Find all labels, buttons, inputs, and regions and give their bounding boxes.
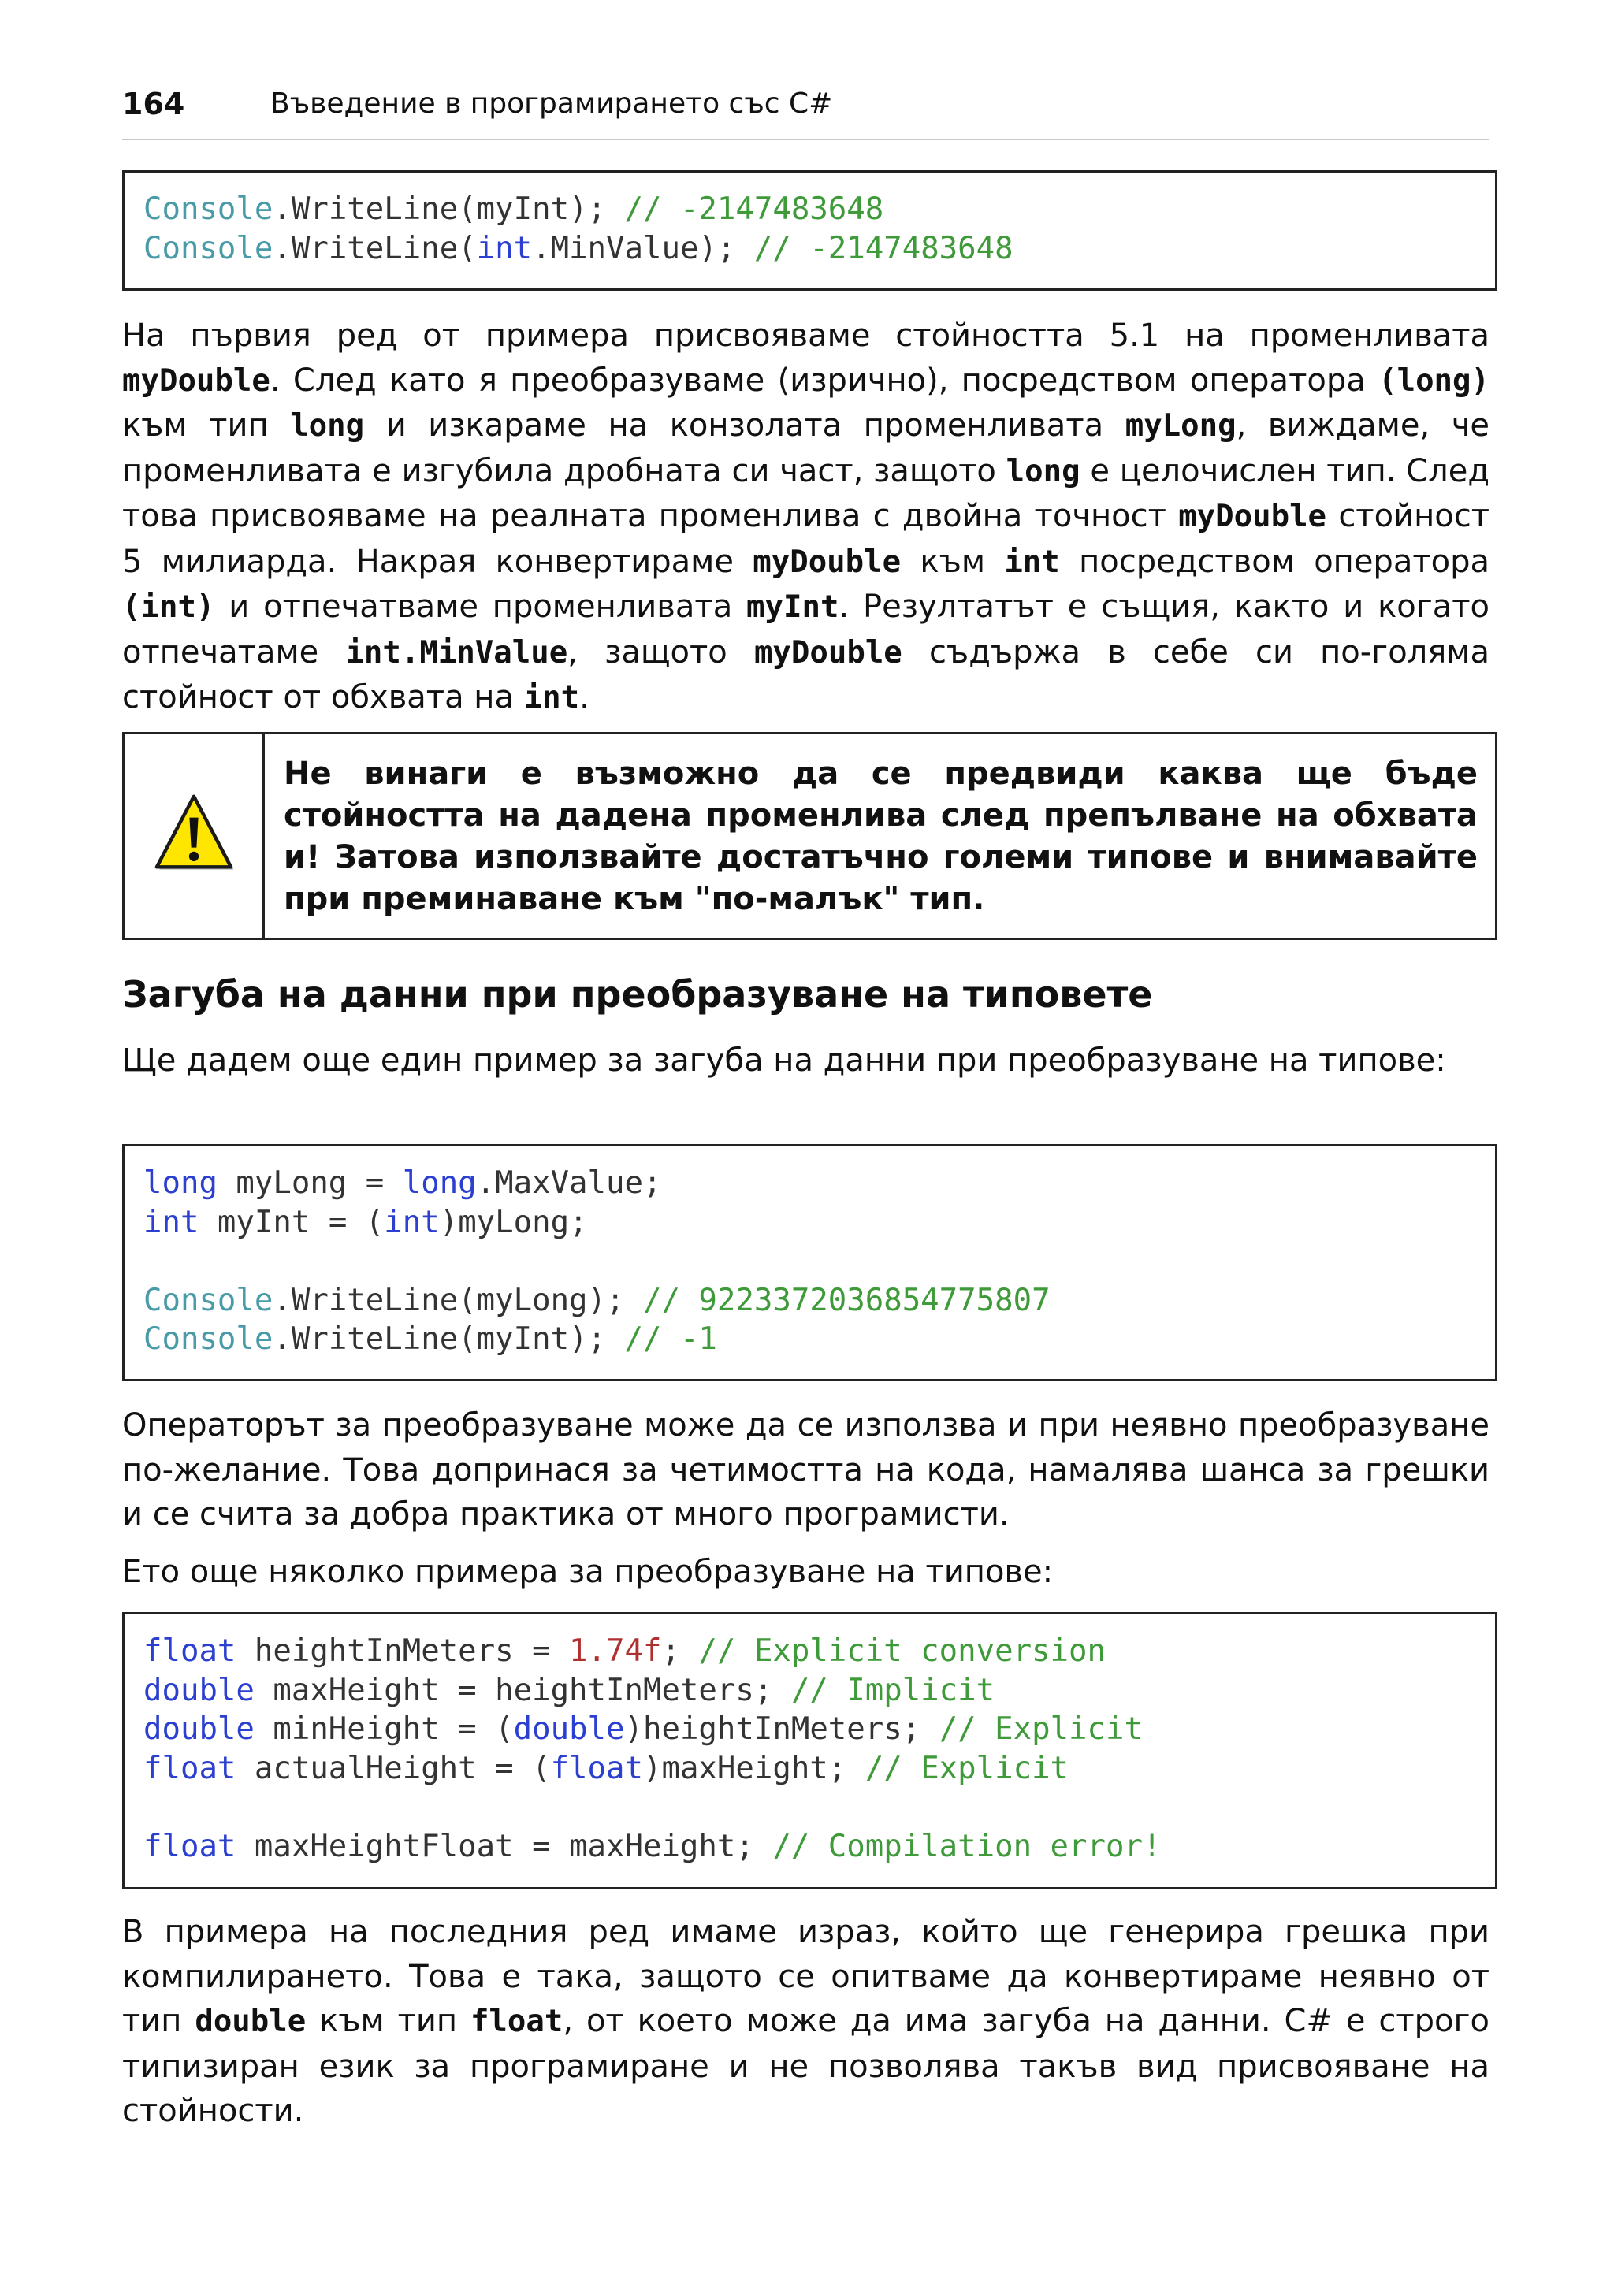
page-header — [122, 82, 1489, 140]
code-token-plain: myInt = ( — [199, 1204, 385, 1240]
code-line — [143, 1827, 1495, 1867]
code-token-num: 1.74f — [569, 1633, 662, 1669]
inline-code: (int) — [122, 589, 215, 625]
code-line — [143, 1242, 1495, 1281]
text-segment: . След като я преобразуваме (изрично), посредством оператора — [270, 362, 1379, 399]
paragraph-intro-example — [122, 1038, 1489, 1083]
inline-code: myInt — [746, 589, 839, 625]
code-token-class: Console — [143, 1321, 273, 1357]
section-heading: Загуба на данни при преобразуване на типовете — [122, 973, 1153, 1016]
text-segment: съдържа в себе си по-голяма стойност от обхвата на — [122, 633, 1489, 715]
warning-divider — [262, 734, 265, 938]
text-segment: , виждаме, че променливата е изгубила дробната си част, защото — [122, 407, 1489, 489]
code-token-type: float — [550, 1750, 643, 1786]
text-segment: е целочислен тип. След това присвояваме на реалната променлива с двойна точност — [122, 452, 1490, 534]
text-segment: , защото — [567, 633, 754, 671]
code-token-comment: // Implicit — [790, 1672, 995, 1708]
text-segment: стойност 5 милиарда. Накрая конвертираме — [122, 498, 1489, 580]
text-segment: и отпечатваме променливата — [214, 589, 747, 625]
inline-code: double — [195, 2004, 307, 2039]
text-segment: . — [579, 679, 589, 715]
code-token-plain: myLong = — [217, 1165, 403, 1201]
code-token-comment: // 9223372036854775807 — [642, 1282, 1051, 1318]
text-segment: Ще дадем още един пример за загуба на данни при преобразуване на типове: — [122, 1042, 1446, 1079]
warning-icon — [150, 791, 238, 879]
code-token-class: Console — [143, 191, 273, 227]
code-line — [143, 1281, 1495, 1321]
code-line — [143, 1320, 1495, 1359]
code-token-comment: // -1 — [624, 1321, 717, 1357]
code-token-type: float — [143, 1828, 236, 1864]
code-block-3 — [122, 1612, 1497, 1889]
code-token-comment: // Explicit conversion — [698, 1633, 1106, 1669]
inline-code: myDouble — [753, 544, 902, 580]
code-token-plain: .WriteLine(myInt); — [273, 191, 625, 227]
code-token-class: Console — [143, 230, 273, 266]
text-segment: Операторът за преобразуване може да се използва и при неявно преобразуване по-желание. Това допринася за четимостта на кода, намалява шанса за грешки и се счита за добра практика от много програмисти. — [122, 1407, 1489, 1533]
text-segment: . Резултатът е същия, както и когато отпечатаме — [122, 589, 1489, 671]
code-line — [143, 1788, 1495, 1827]
text-segment: към тип — [306, 2003, 470, 2039]
inline-code: int.MinValue — [345, 634, 568, 671]
code-token-type: float — [143, 1633, 236, 1669]
inline-code: myLong — [1125, 408, 1237, 444]
code-token-plain: .MaxValue; — [476, 1165, 662, 1201]
code-token-type: long — [402, 1165, 477, 1201]
code-token-plain: heightInMeters = — [236, 1633, 570, 1669]
paragraph-operator-usage — [122, 1403, 1489, 1537]
code-line — [143, 1203, 1495, 1243]
warning-box — [122, 732, 1497, 940]
code-token-plain: actualHeight = ( — [236, 1750, 551, 1786]
code-token-plain: .MinValue); — [532, 230, 754, 266]
code-token-plain: ; — [661, 1633, 699, 1669]
text-segment: към тип — [122, 407, 291, 444]
code-block-1 — [122, 170, 1497, 291]
inline-code: myDouble — [753, 634, 902, 671]
text-segment: На първия ред от примера присвояваме стойността 5.1 на променливата — [122, 318, 1489, 354]
code-token-type: long — [143, 1165, 218, 1201]
code-line — [143, 1671, 1495, 1711]
code-token-comment: // Compilation error! — [772, 1828, 1162, 1864]
code-line — [143, 1632, 1495, 1671]
book-title: Въведение в програмирането със C# — [270, 87, 833, 120]
paragraph-more-examples — [122, 1550, 1489, 1595]
code-token-class: Console — [143, 1282, 273, 1318]
code-token-plain: .WriteLine(myLong); — [273, 1282, 643, 1318]
inline-code: myDouble — [122, 362, 270, 399]
code-token-type: int — [384, 1204, 440, 1240]
code-line — [143, 1164, 1495, 1203]
code-token-plain: )maxHeight; — [642, 1750, 865, 1786]
inline-code: int — [1004, 544, 1060, 580]
code-token-comment: // Explicit — [865, 1750, 1069, 1786]
inline-code: int — [523, 680, 580, 715]
code-token-comment: // -2147483648 — [753, 230, 1013, 266]
code-block-2 — [122, 1144, 1497, 1381]
code-line — [143, 1749, 1495, 1789]
warning-text: Не винаги е възможно да се предвиди каква ще бъде стойността на дадена променлива след препълване на обхвата и! Затова използвайте достатъчно големи типове и внимавайте при преминаване към "по-малък" тип. — [284, 756, 1478, 917]
text-segment: към — [901, 543, 1005, 580]
code-token-type: double — [143, 1672, 255, 1708]
code-token-type: float — [143, 1750, 236, 1786]
code-token-plain: .WriteLine( — [273, 230, 477, 266]
text-segment: В примера на последния ред имаме израз, който ще генерира грешка при компилирането. Това е така, защото се опитваме да конвертираме неявно от тип — [122, 1914, 1489, 2039]
code-token-plain: )heightInMeters; — [624, 1711, 939, 1747]
inline-code: myDouble — [1178, 499, 1327, 534]
text-segment: , от което може да има загуба на данни. C# е строго типизиран език за програмиране и не позволява такъв вид присвояване на стойности. — [122, 2003, 1489, 2129]
inline-code: long — [1006, 453, 1080, 489]
code-line — [143, 1710, 1495, 1749]
inline-code: float — [470, 2004, 563, 2039]
text-segment: посредством оператора — [1059, 543, 1489, 580]
page-number: 164 — [122, 87, 185, 121]
inline-code: (long) — [1378, 362, 1489, 399]
code-line — [143, 190, 1495, 229]
code-token-comment: // -2147483648 — [624, 191, 884, 227]
code-token-type: double — [143, 1711, 255, 1747]
code-token-plain: .WriteLine(myInt); — [273, 1321, 625, 1357]
paragraph-explanation — [122, 314, 1489, 721]
code-token-plain: )myLong; — [439, 1204, 588, 1240]
text-segment: Ето още няколко примера за преобразуване на типове: — [122, 1554, 1054, 1590]
text-segment: и изкараме на конзолата променливата — [364, 407, 1125, 444]
paragraph-compilation-error — [122, 1910, 1489, 2134]
code-token-type: int — [143, 1204, 199, 1240]
code-token-comment: // Explicit — [939, 1711, 1143, 1747]
code-line — [143, 229, 1495, 269]
code-token-plain: maxHeightFloat = maxHeight; — [236, 1828, 773, 1864]
inline-code: long — [290, 408, 365, 444]
code-token-plain: maxHeight = heightInMeters; — [254, 1672, 791, 1708]
code-token-type: double — [513, 1711, 625, 1747]
code-token-type: int — [476, 230, 533, 266]
code-token-plain: minHeight = ( — [254, 1711, 514, 1747]
